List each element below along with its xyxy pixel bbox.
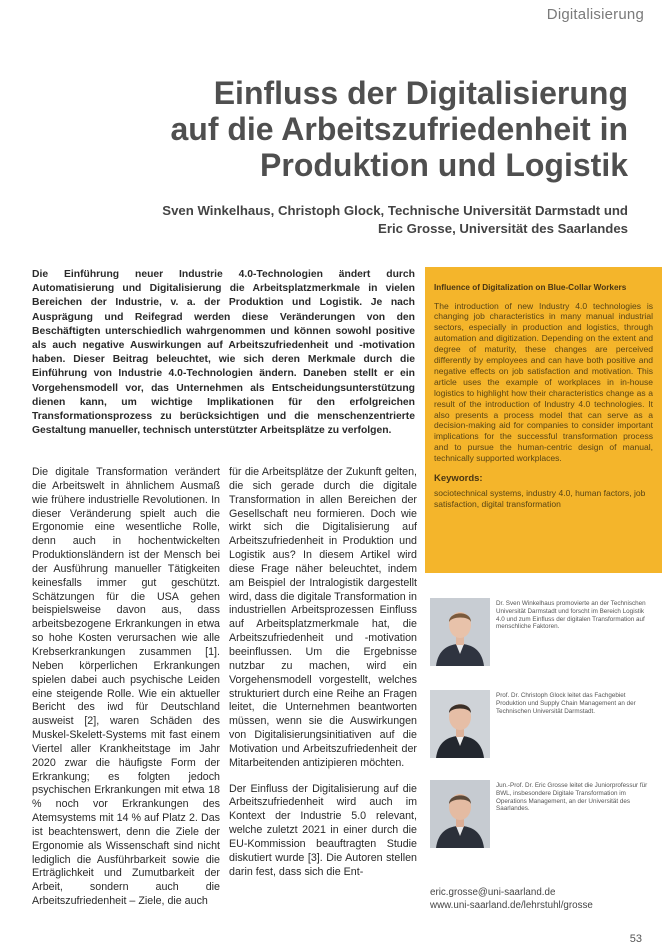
author-photo <box>430 780 490 848</box>
author-photo <box>430 598 490 666</box>
body-paragraph: Die digitale Transformation verändert die Arbeitswelt in ähnlichem Ausmaß wie frühere industrielle Revolutionen. In dieser Veränderung spielt auch die Ergonomie eine wesentliche Rolle, denn auch in hochentwickelten Produktionsländern ist der Mensch bei der Ausführung manueller Tätigkeiten keinesfalls immer gut geschützt. Schätzungen für die USA gehen beispielsweise davon aus, dass arbeitsbezogene Erkrankungen in etwa so hohe Kosten verursachen wie alle Krebserkrankungen zusammen [1]. Neben körperlichen Erkrankungen spielen dabei auch psychische Leiden eine steigende Rolle. Wie ein aktueller Bericht des iwd für Deutschland ausweist [2], waren Schäden des Muskel-Skelett-Systems mit fast einem Viertel aller Krankheitstage im Jahr 2020 zwar die häufigste Form der Erkrankung; es folgten jedoch psychischen Erkrankungen mit etwa 18 % noch vor Erkrankungen des Atemsystems mit 14 % auf Platz 2. Das ist beachtenswert, denn die Ziele der Ergonomie als Wissenschaft sind nicht lediglich die Ausführbarkeit sowie die Erträglichkeit und Zumutbarkeit der Arbeit, sondern auch die Arbeitszufriedenheit – Ziele, die auch <box>32 466 220 908</box>
author-line <box>28 202 628 238</box>
keywords-label: Keywords: <box>434 473 483 485</box>
article-title <box>28 75 628 183</box>
title-line: Produktion und Logistik <box>260 147 628 183</box>
author-card-winkelhaus <box>430 598 650 670</box>
portrait-icon <box>430 598 490 666</box>
authors-line-1: Sven Winkelhaus, Christoph Glock, Technische Universität Darmstadt und <box>162 203 628 218</box>
portrait-icon <box>430 780 490 848</box>
english-abstract-box <box>425 267 662 573</box>
author-bio: Dr. Sven Winkelhaus promovierte an der Technischen Universität Darmstadt und forscht im Bereich Logistik 4.0 und zum Einfluss der digitalen Transformation auf menschliche Faktoren. <box>496 600 646 631</box>
keywords-text: sociotechnical systems, industry 4.0, human factors, job satisfaction, digital transformation <box>434 488 646 509</box>
abstract-heading: Influence of Digitalization on Blue-Collar Workers <box>434 283 627 292</box>
page-number: 53 <box>629 933 642 945</box>
authors-line-2: Eric Grosse, Universität des Saarlandes <box>378 221 628 236</box>
abstract-text: The introduction of new Industry 4.0 technologies is changing job characteristics in many manual industrial sectors, especially in production and logistics, through automation and digitization. Depending on the extent and degree of maturity, these changes are perceived differently by employees and can have both positive and negative effects on job satisfaction and motivation. This article uses the example of workplaces in in-house logistics to highlight how their characteristics change as a result of the introduction of Industry 4.0 technologies. It also presents a process model that can serve as a decision-making aid for companies to consider important implications for the successful transformation process and to pursue the human-centric design of manual, technically supported workplaces. <box>434 300 653 464</box>
body-column-2 <box>229 466 417 879</box>
author-bio: Prof. Dr. Christoph Glock leitet das Fachgebiet Produktion und Supply Chain Management an der Technischen Universität Darmstadt. <box>496 692 636 715</box>
title-line: auf die Arbeitszufriedenheit in <box>170 111 628 147</box>
body-paragraph: für die Arbeitsplätze der Zukunft gelten, die sich gerade durch die digitale Transformation in allen Bereichen der Gesellschaft neu formieren. Doch wie wirkt sich die Digitalisierung auf Arbeitszufriedenheit in Produktion und Logistik aus? In diesem Artikel wird diese Frage näher beleuchtet, indem am Beispiel der Intralogistik dargestellt wird, dass die digitale Transformation in industriellen Arbeitsprozessen Einfluss auf Arbeitsplatzmerkmale hat, die Arbeitszufriedenheit und -motivation beeinflussen. Um die Ergebnisse nutzbar zu machen, wird ein Vorgehensmodell vorgestellt, welches strukturiert durch eine Reihe an Fragen leitet, die Unternehmen beantworten müssen, wenn sie die Auswirkungen von Digitalisierungsinitiativen auf die Motivation und Arbeitszufriedenheit der Mitarbeitenden antizipieren möchten. <box>229 466 417 769</box>
lead-paragraph: Die Einführung neuer Industrie 4.0-Technologien ändert durch Automatisierung und Digitalisierung die Arbeitsplatzmerkmale in vielen Bereichen der Industrie, v. a. der Produktion und Logistik. Je nach Ausprägung und Reifegrad werden diese Veränderungen von den Beschäftigten unterschiedlich wahrgenommen und können sowohl positive als auch negative Auswirkungen auf Arbeitszufriedenheit und -motivation haben. Dieser Beitrag beleuchtet, wie sich deren Merkmale durch die Einführung von Industrie 4.0-Technologien ändern. Daneben stellt er ein Vorgehensmodell vor, das Unternehmen als Entscheidungsunterstützung dienen kann, um wichtige Implikationen für den erfolgreichen Transformationsprozess zu berücksichtigen und die menschenzentrierte Gestaltung manueller, technisch unterstützter Arbeitsplätze zu verfolgen. <box>32 269 415 437</box>
title-line: Einfluss der Digitalisierung <box>213 75 628 111</box>
author-bio: Jun.-Prof. Dr. Eric Grosse leitet die Juniorprofessur für BWL, insbesondere Digitale Transformation im Operations Management, an der Universität des Saarlandes. <box>496 782 648 813</box>
contact-website[interactable]: www.uni-saarland.de/lehrstuhl/grosse <box>430 900 593 911</box>
section-tag: Digitalisierung <box>546 6 644 23</box>
contact-info <box>430 886 593 912</box>
author-card-glock <box>430 690 650 762</box>
portrait-icon <box>430 690 490 758</box>
body-paragraph: Der Einfluss der Digitalisierung auf die Arbeitszufriedenheit wird auch im Kontext der Industrie 5.0 relevant, welche zuletzt 2021 in einer durch die EU-Kommission beauftragten Studie diskutiert wurde [3]. Die Autoren stellen darin fest, dass sich die Ent- <box>229 782 417 878</box>
contact-email[interactable]: eric.grosse@uni-saarland.de <box>430 887 556 898</box>
body-column-1 <box>32 466 220 909</box>
author-photo <box>430 690 490 758</box>
author-card-grosse <box>430 780 650 852</box>
